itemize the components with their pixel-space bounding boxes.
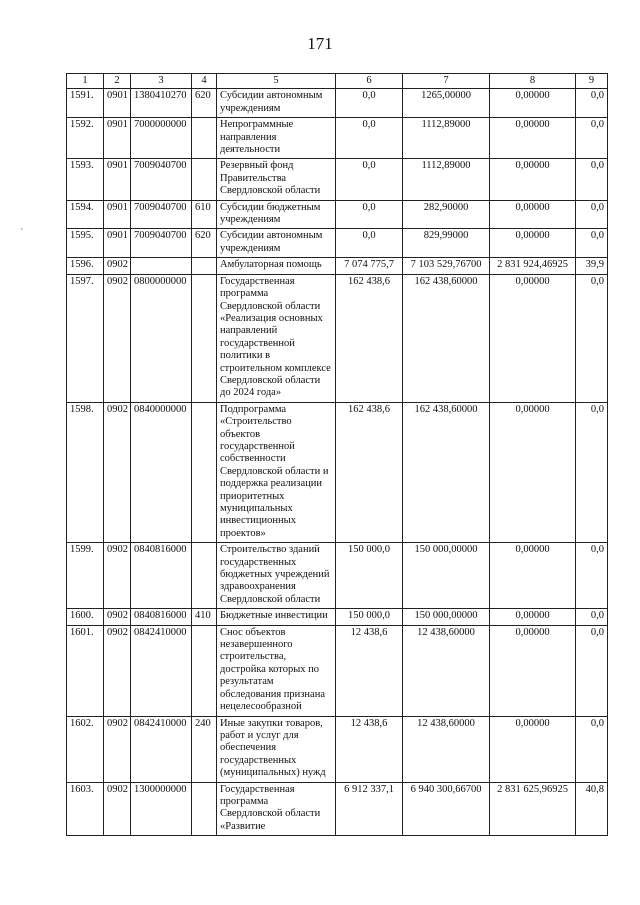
table-cell: 7 074 775,7 <box>336 258 403 274</box>
table-cell: 0,0 <box>576 89 608 118</box>
table-cell: 0,0 <box>576 543 608 609</box>
table-cell: 0,00000 <box>490 118 576 159</box>
table-cell: 0,0 <box>336 159 403 200</box>
table-cell: 0,0 <box>336 200 403 229</box>
table-row <box>67 89 608 118</box>
table-cell: 0,0 <box>576 229 608 258</box>
table-row <box>67 625 608 716</box>
table-cell: 162 438,6 <box>336 274 403 402</box>
table-cell: 0,00000 <box>490 716 576 782</box>
table-cell: Снос объектов незавершенного строительства, достройка которых по результатам обследования признана нецелесообразной <box>217 625 336 716</box>
table-cell: 0,0 <box>336 229 403 258</box>
table-row <box>67 782 608 836</box>
table-body <box>67 89 608 836</box>
table-cell: 1599. <box>67 543 104 609</box>
table-cell: 150 000,00000 <box>403 543 490 609</box>
table-cell: 240 <box>192 716 217 782</box>
table-cell: 0902 <box>104 543 131 609</box>
table-cell: Бюджетные инвестиции <box>217 609 336 625</box>
table-row <box>67 716 608 782</box>
table-cell: 12 438,6 <box>336 625 403 716</box>
table-row <box>67 402 608 542</box>
table-cell: 0,00000 <box>490 89 576 118</box>
table-cell: 1265,00000 <box>403 89 490 118</box>
table-cell: 0902 <box>104 609 131 625</box>
table-cell: 0902 <box>104 402 131 542</box>
table-cell: 40,8 <box>576 782 608 836</box>
table-cell: 1112,89000 <box>403 118 490 159</box>
table-cell: 6 912 337,1 <box>336 782 403 836</box>
table-cell: 0840816000 <box>131 543 192 609</box>
table-cell: 1595. <box>67 229 104 258</box>
table-cell: 0,00000 <box>490 159 576 200</box>
table-cell: 0902 <box>104 258 131 274</box>
table-cell: 620 <box>192 89 217 118</box>
table-row <box>67 118 608 159</box>
header-cell: 3 <box>131 74 192 89</box>
header-cell: 6 <box>336 74 403 89</box>
table-cell: 0,0 <box>576 609 608 625</box>
header-cell: 8 <box>490 74 576 89</box>
table-cell: 6 940 300,66700 <box>403 782 490 836</box>
header-cell: 1 <box>67 74 104 89</box>
table-cell: 150 000,00000 <box>403 609 490 625</box>
table-cell: 1602. <box>67 716 104 782</box>
scan-mark: ˋ <box>20 228 24 239</box>
table-row <box>67 159 608 200</box>
table-cell: 1592. <box>67 118 104 159</box>
table-cell: 1300000000 <box>131 782 192 836</box>
table-cell: 150 000,0 <box>336 609 403 625</box>
table-cell: 1593. <box>67 159 104 200</box>
table-cell: 150 000,0 <box>336 543 403 609</box>
table-cell <box>192 625 217 716</box>
table-cell: 829,99000 <box>403 229 490 258</box>
table-cell: 7009040700 <box>131 159 192 200</box>
table-cell <box>192 118 217 159</box>
table-cell: 1594. <box>67 200 104 229</box>
budget-table <box>66 73 608 836</box>
table-cell: 1601. <box>67 625 104 716</box>
table-row <box>67 229 608 258</box>
table-cell <box>192 782 217 836</box>
table-cell: 0842410000 <box>131 716 192 782</box>
table-cell: 282,90000 <box>403 200 490 229</box>
table-cell: 0,00000 <box>490 402 576 542</box>
table-cell: 0901 <box>104 118 131 159</box>
table-cell: 7009040700 <box>131 229 192 258</box>
header-cell: 9 <box>576 74 608 89</box>
table-cell: 2 831 924,46925 <box>490 258 576 274</box>
table-cell: 0,0 <box>576 716 608 782</box>
table-cell: Государственная программа Свердловской области «Развитие <box>217 782 336 836</box>
table-cell: 12 438,60000 <box>403 625 490 716</box>
table-cell: 0902 <box>104 782 131 836</box>
table-cell <box>192 274 217 402</box>
table-cell: 0,0 <box>576 274 608 402</box>
table-cell: Подпрограмма «Строительство объектов государственной собственности Свердловской области и поддержка реализации приоритетных муниципальных инвестиционных проектов» <box>217 402 336 542</box>
table-cell: 610 <box>192 200 217 229</box>
table-cell: 0901 <box>104 159 131 200</box>
table-cell: 0,0 <box>576 625 608 716</box>
header-cell: 2 <box>104 74 131 89</box>
table-cell <box>192 258 217 274</box>
table-cell: 0,0 <box>336 118 403 159</box>
table-cell: Субсидии автономным учреждениям <box>217 229 336 258</box>
table-cell: 0,0 <box>336 89 403 118</box>
table-cell: 1380410270 <box>131 89 192 118</box>
table-cell: 0901 <box>104 200 131 229</box>
table-cell: 620 <box>192 229 217 258</box>
table-cell: 1597. <box>67 274 104 402</box>
table-cell: 162 438,60000 <box>403 274 490 402</box>
table-cell <box>131 258 192 274</box>
table-cell <box>192 543 217 609</box>
table-cell <box>192 402 217 542</box>
table-cell: 0840816000 <box>131 609 192 625</box>
table-cell: 0,00000 <box>490 200 576 229</box>
table-cell: 0,0 <box>576 118 608 159</box>
table-cell: 0902 <box>104 716 131 782</box>
table-cell: Непрограммные направления деятельности <box>217 118 336 159</box>
table-row <box>67 258 608 274</box>
table-cell: 0901 <box>104 229 131 258</box>
table-cell: 0,0 <box>576 200 608 229</box>
table-cell: 7000000000 <box>131 118 192 159</box>
table-cell: Субсидии автономным учреждениям <box>217 89 336 118</box>
table-cell: 0,00000 <box>490 625 576 716</box>
table-cell: 1598. <box>67 402 104 542</box>
table-cell: 162 438,60000 <box>403 402 490 542</box>
table-cell: 0842410000 <box>131 625 192 716</box>
table-cell: 2 831 625,96925 <box>490 782 576 836</box>
table-cell: 0,00000 <box>490 543 576 609</box>
table-cell: Строительство зданий государственных бюджетных учреждений здравоохранения Свердловской области <box>217 543 336 609</box>
page-number: 171 <box>307 34 333 53</box>
table-cell: 0,0 <box>576 402 608 542</box>
table-cell: 39,9 <box>576 258 608 274</box>
table-cell: 1603. <box>67 782 104 836</box>
table-cell: Резервный фонд Правительства Свердловской области <box>217 159 336 200</box>
table-cell: 12 438,6 <box>336 716 403 782</box>
table-cell: 1600. <box>67 609 104 625</box>
header-cell: 4 <box>192 74 217 89</box>
table-row <box>67 609 608 625</box>
table-cell: 0800000000 <box>131 274 192 402</box>
table-cell: Субсидии бюджетным учреждениям <box>217 200 336 229</box>
table-cell: Иные закупки товаров, работ и услуг для обеспечения государственных (муниципальных) нужд <box>217 716 336 782</box>
table-cell: 0,00000 <box>490 229 576 258</box>
table-cell: 7 103 529,76700 <box>403 258 490 274</box>
table-cell: 162 438,6 <box>336 402 403 542</box>
table-cell: 0,00000 <box>490 609 576 625</box>
table-cell: 12 438,60000 <box>403 716 490 782</box>
header-row <box>67 74 608 89</box>
table-cell: 0,0 <box>576 159 608 200</box>
table-cell: 1591. <box>67 89 104 118</box>
header-cell: 5 <box>217 74 336 89</box>
table-row <box>67 543 608 609</box>
table-cell: Государственная программа Свердловской области «Реализация основных направлений государственной политики в строительном комплексе Свердловской области до 2024 года» <box>217 274 336 402</box>
table-cell: 410 <box>192 609 217 625</box>
table-cell: 0901 <box>104 89 131 118</box>
table-cell: 1596. <box>67 258 104 274</box>
table-cell <box>192 159 217 200</box>
table-cell: 0,00000 <box>490 274 576 402</box>
table-cell: 0902 <box>104 274 131 402</box>
table-cell: Амбулаторная помощь <box>217 258 336 274</box>
table-cell: 0840000000 <box>131 402 192 542</box>
header-cell: 7 <box>403 74 490 89</box>
table-row <box>67 200 608 229</box>
table-cell: 7009040700 <box>131 200 192 229</box>
table-cell: 0902 <box>104 625 131 716</box>
table-row <box>67 274 608 402</box>
table-cell: 1112,89000 <box>403 159 490 200</box>
